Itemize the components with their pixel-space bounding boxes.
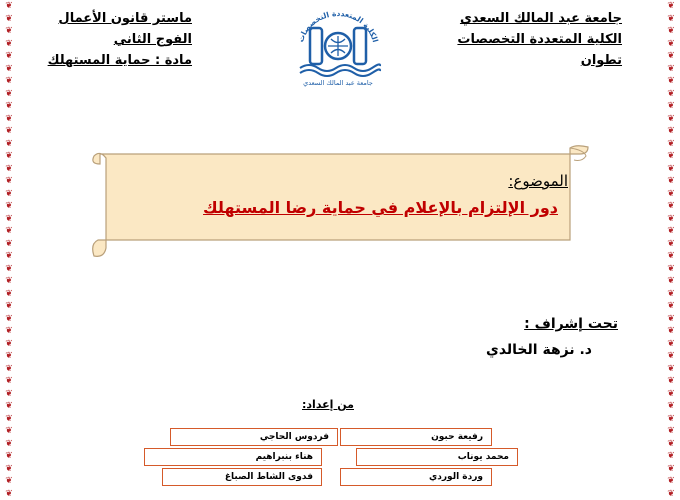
logo-bottom-text: جامعة عبد المالك السعدي xyxy=(303,79,373,87)
university-header xyxy=(457,8,622,71)
border-ornament-icon: ❦ xyxy=(5,188,13,199)
border-ornament-icon: ❦ xyxy=(667,288,675,299)
border-ornament-icon: ❦ xyxy=(667,101,675,111)
topic-label: الموضوع: xyxy=(508,172,568,190)
border-ornament-icon: ❦ xyxy=(5,301,13,311)
border-ornament-icon: ❦ xyxy=(667,363,675,374)
border-ornament-icon: ❦ xyxy=(5,101,13,111)
border-ornament-icon: ❦ xyxy=(5,376,13,386)
border-ornament-icon: ❦ xyxy=(667,401,675,411)
border-ornament-icon: ❦ xyxy=(5,51,13,61)
border-ornament-icon: ❦ xyxy=(5,488,13,499)
left-ornament-border xyxy=(2,0,16,500)
border-ornament-icon: ❦ xyxy=(5,113,13,124)
border-ornament-icon: ❦ xyxy=(5,138,13,149)
border-ornament-icon: ❦ xyxy=(667,338,675,349)
border-ornament-icon: ❦ xyxy=(5,351,13,361)
logo-arc-text: الكلية المتعددة التخصصات xyxy=(296,10,380,44)
border-ornament-icon: ❦ xyxy=(667,138,675,149)
border-ornament-icon: ❦ xyxy=(5,313,13,324)
student-name-box: فدوى الشاط الصباغ xyxy=(162,468,322,486)
student-name-box: فردوس الحاجي xyxy=(170,428,338,446)
border-ornament-icon: ❦ xyxy=(667,226,675,236)
border-ornament-icon: ❦ xyxy=(667,476,675,486)
border-ornament-icon: ❦ xyxy=(5,288,13,299)
border-ornament-icon: ❦ xyxy=(667,76,675,86)
border-ornament-icon: ❦ xyxy=(667,463,675,474)
border-ornament-icon: ❦ xyxy=(667,426,675,436)
student-name-box: رفيعة حبون xyxy=(340,428,492,446)
border-ornament-icon: ❦ xyxy=(667,238,675,249)
border-ornament-icon: ❦ xyxy=(667,51,675,61)
border-ornament-icon: ❦ xyxy=(5,251,13,261)
border-ornament-icon: ❦ xyxy=(5,326,13,336)
border-ornament-icon: ❦ xyxy=(667,113,675,124)
supervision-label: تحت إشراف : xyxy=(524,316,618,332)
border-ornament-icon: ❦ xyxy=(667,88,675,99)
border-ornament-icon: ❦ xyxy=(5,426,13,436)
border-ornament-icon: ❦ xyxy=(5,213,13,224)
border-ornament-icon: ❦ xyxy=(5,438,13,449)
border-ornament-icon: ❦ xyxy=(667,126,675,136)
university-name: جامعة عبد المالك السعدي xyxy=(459,11,622,26)
prepared-by-label: من إعداد: xyxy=(302,398,354,411)
right-ornament-border xyxy=(664,0,678,500)
border-ornament-icon: ❦ xyxy=(5,451,13,461)
master-name: ماستر قانون الأعمال xyxy=(58,11,192,26)
border-ornament-icon: ❦ xyxy=(5,26,13,36)
border-ornament-icon: ❦ xyxy=(667,63,675,74)
border-ornament-icon: ❦ xyxy=(667,38,675,49)
topic-title: دور الإلتزام بالإعلام في حماية رضا المستهلك xyxy=(203,198,558,217)
border-ornament-icon: ❦ xyxy=(5,163,13,174)
border-ornament-icon: ❦ xyxy=(667,213,675,224)
cohort-name: الفوج الثاني xyxy=(113,32,192,47)
border-ornament-icon: ❦ xyxy=(667,263,675,274)
border-ornament-icon: ❦ xyxy=(667,13,675,24)
border-ornament-icon: ❦ xyxy=(5,76,13,86)
border-ornament-icon: ❦ xyxy=(667,151,675,161)
border-ornament-icon: ❦ xyxy=(667,413,675,424)
border-ornament-icon: ❦ xyxy=(667,176,675,186)
border-ornament-icon: ❦ xyxy=(5,413,13,424)
border-ornament-icon: ❦ xyxy=(667,438,675,449)
border-ornament-icon: ❦ xyxy=(667,351,675,361)
border-ornament-icon: ❦ xyxy=(667,251,675,261)
border-ornament-icon: ❦ xyxy=(5,176,13,186)
border-ornament-icon: ❦ xyxy=(5,476,13,486)
border-ornament-icon: ❦ xyxy=(667,201,675,211)
border-ornament-icon: ❦ xyxy=(5,463,13,474)
student-name-box: وردة الوردي xyxy=(340,468,492,486)
border-ornament-icon: ❦ xyxy=(5,88,13,99)
border-ornament-icon: ❦ xyxy=(5,388,13,399)
border-ornament-icon: ❦ xyxy=(5,201,13,211)
border-ornament-icon: ❦ xyxy=(5,263,13,274)
subject-name: مادة : حماية المستهلك xyxy=(47,53,192,68)
border-ornament-icon: ❦ xyxy=(667,1,675,11)
border-ornament-icon: ❦ xyxy=(667,376,675,386)
border-ornament-icon: ❦ xyxy=(667,276,675,286)
border-ornament-icon: ❦ xyxy=(5,276,13,286)
border-ornament-icon: ❦ xyxy=(667,188,675,199)
program-header xyxy=(48,8,192,71)
student-name-box: هناء بنبراهيم xyxy=(144,448,322,466)
border-ornament-icon: ❦ xyxy=(667,451,675,461)
border-ornament-icon: ❦ xyxy=(5,151,13,161)
border-ornament-icon: ❦ xyxy=(5,63,13,74)
border-ornament-icon: ❦ xyxy=(5,363,13,374)
border-ornament-icon: ❦ xyxy=(667,388,675,399)
supervisor-name: د. نزهة الخالدي xyxy=(486,342,592,358)
border-ornament-icon: ❦ xyxy=(5,238,13,249)
border-ornament-icon: ❦ xyxy=(5,13,13,24)
border-ornament-icon: ❦ xyxy=(667,301,675,311)
border-ornament-icon: ❦ xyxy=(5,38,13,49)
city-name: تطوان xyxy=(580,53,622,68)
border-ornament-icon: ❦ xyxy=(5,1,13,11)
border-ornament-icon: ❦ xyxy=(667,26,675,36)
border-ornament-icon: ❦ xyxy=(5,226,13,236)
border-ornament-icon: ❦ xyxy=(667,313,675,324)
border-ornament-icon: ❦ xyxy=(5,126,13,136)
border-ornament-icon: ❦ xyxy=(5,401,13,411)
student-name-box: محمد يوناب xyxy=(356,448,518,466)
border-ornament-icon: ❦ xyxy=(667,163,675,174)
faculty-name: الكلية المتعددة التخصصات xyxy=(457,32,622,47)
border-ornament-icon: ❦ xyxy=(5,338,13,349)
border-ornament-icon: ❦ xyxy=(667,488,675,499)
border-ornament-icon: ❦ xyxy=(667,326,675,336)
faculty-logo xyxy=(288,10,388,88)
